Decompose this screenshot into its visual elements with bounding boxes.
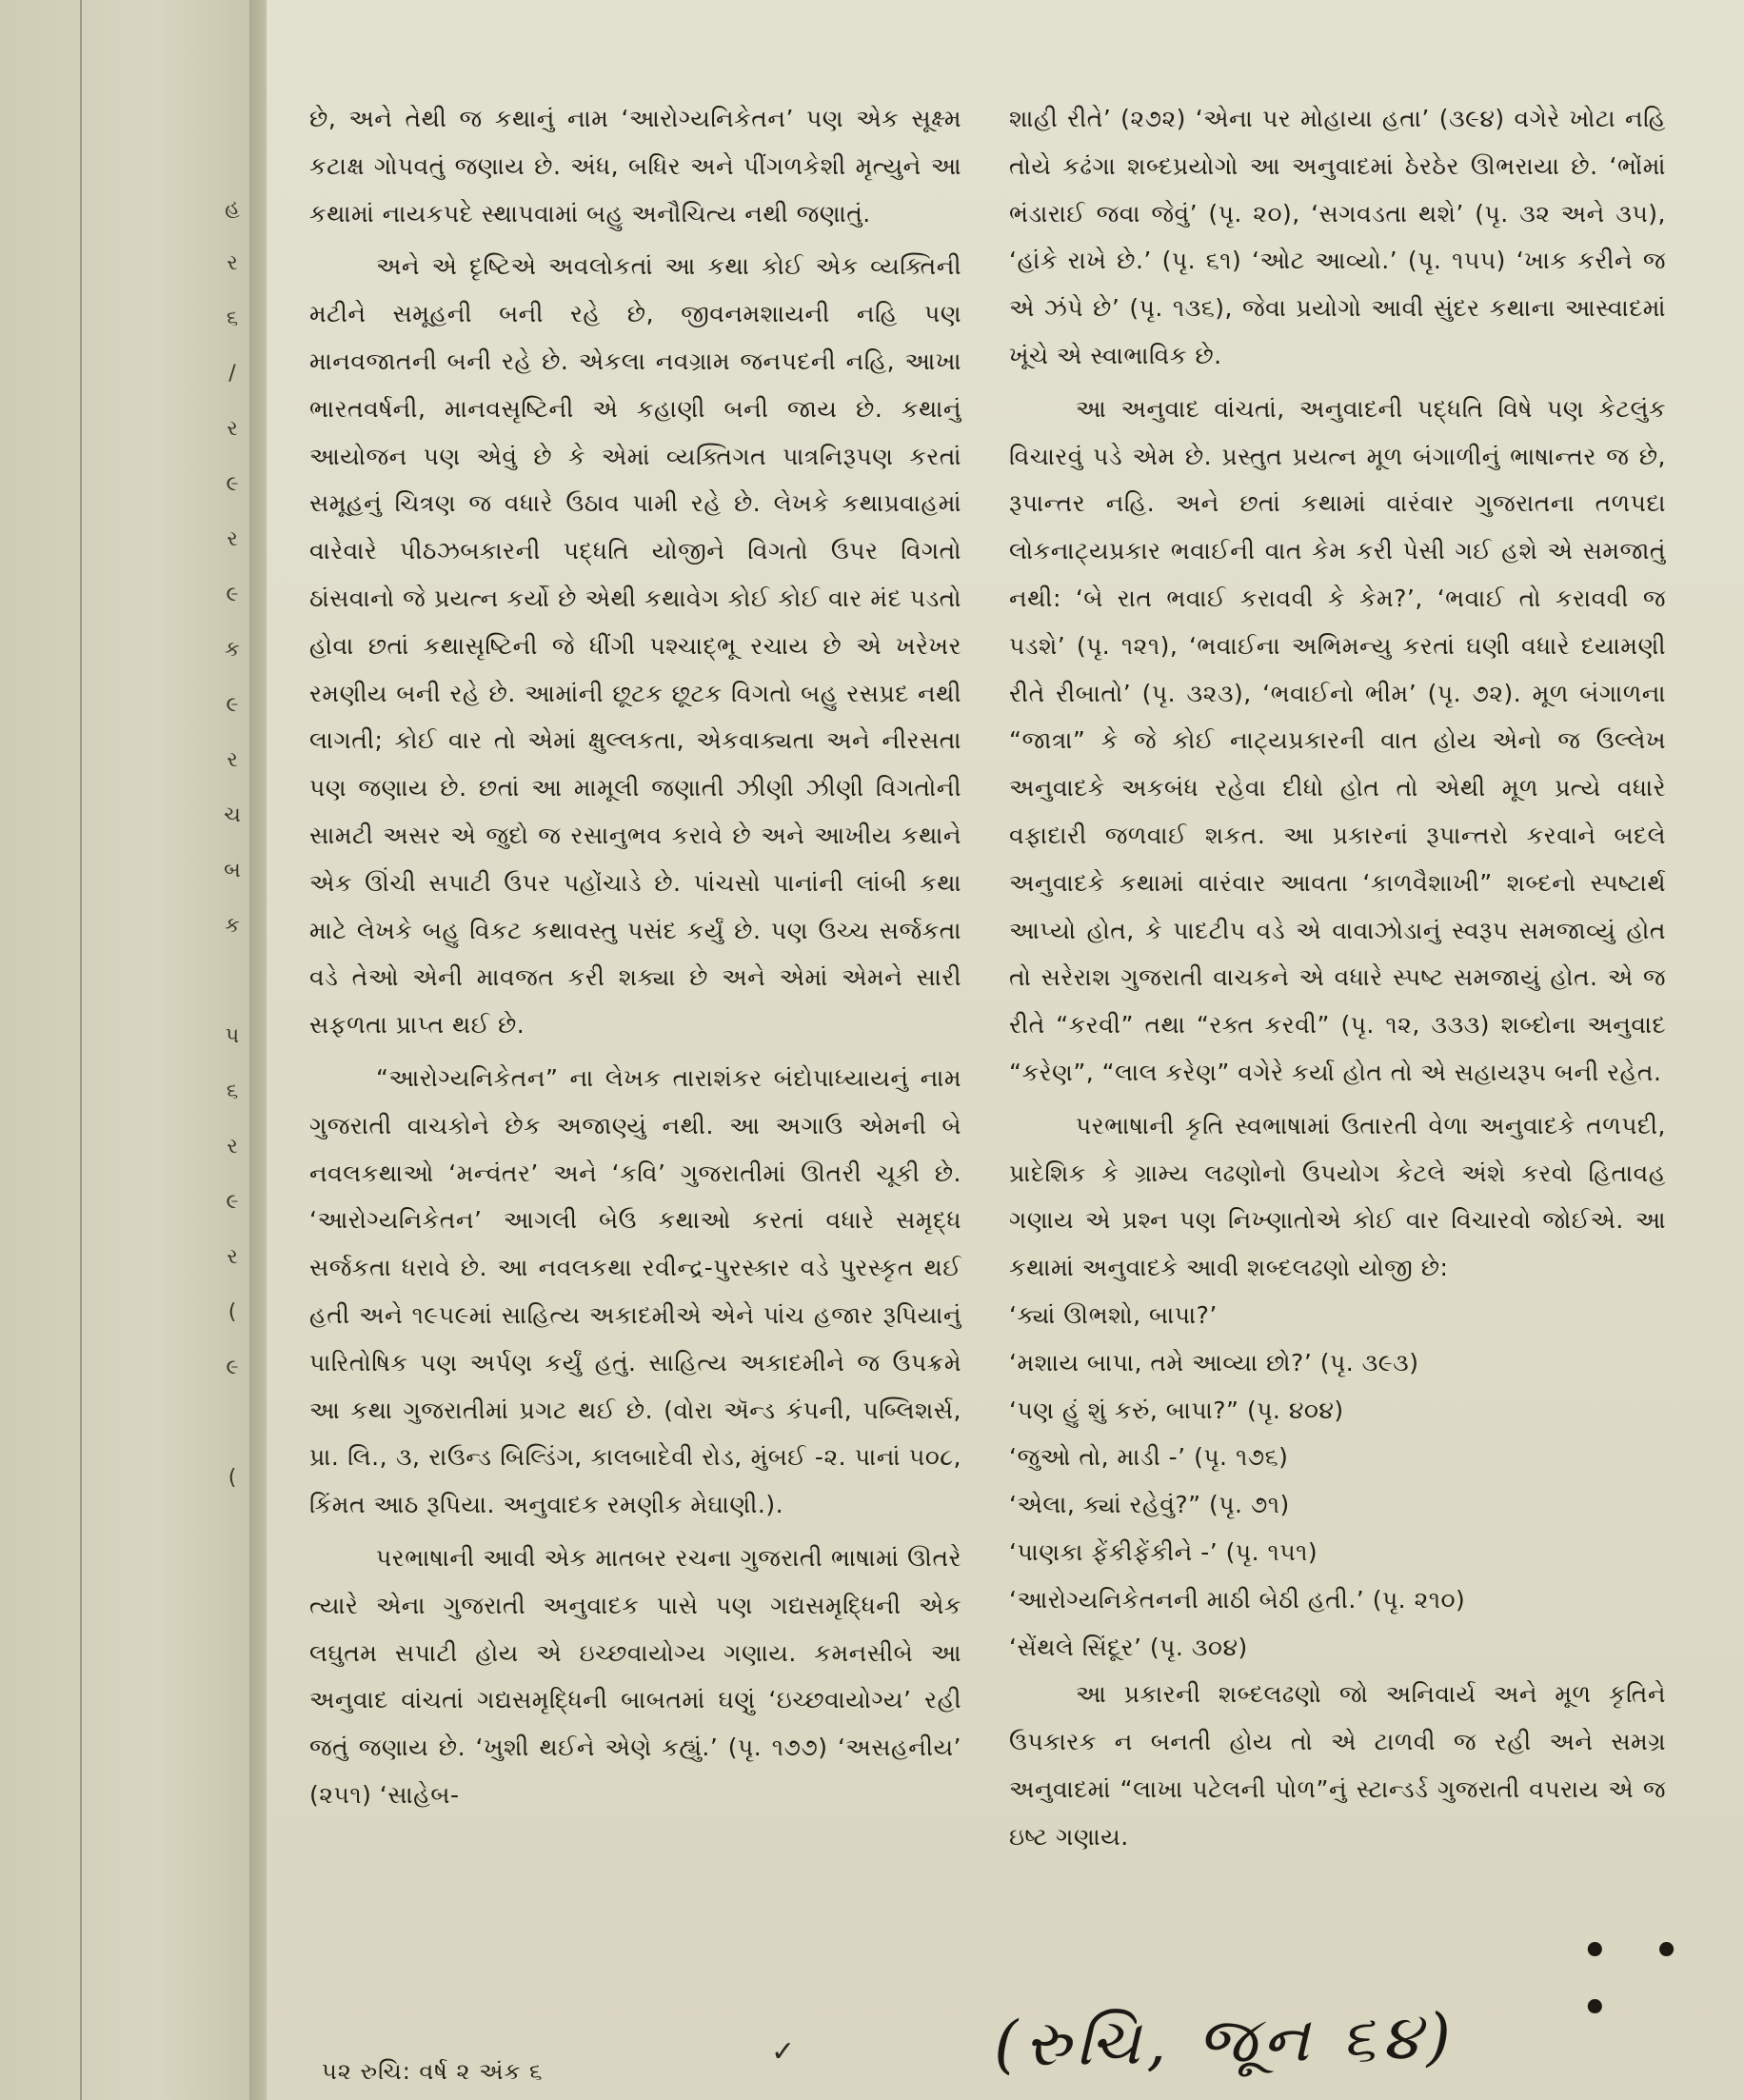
left-text-column bbox=[309, 95, 961, 1819]
left-paragraph: પરભાષાની આવી એક માતબર રચના ગુજરાતી ભાષામાં ઊતરે ત્યારે એના ગુજરાતી અનુવાદક પાસે પણ ગદ્યસમૃદ્ધિની એક લઘુતમ સપાટી હોય એ ઇચ્છવાયોગ્ય ગણાય. કમનસીબે આ અનુવાદ વાંચતાં ગદ્યસમૃદ્ધિની બાબતમાં ઘણું ‘ઇચ્છવાયોગ્ય’ રહી જતું જણાય છે. ‘ખુશી થઈને એણે કહ્યું.’ (પૃ. ૧૭૭) ‘અસહનીય’ (૨૫૧) ‘સાહેબ- bbox=[309, 1543, 961, 1809]
quote-line: ‘ક્યાં ઊભશો, બાપા?’ bbox=[1009, 1300, 1218, 1329]
right-paragraph: શાહી રીતે’ (૨૭૨) ‘એના પર મોહાયા હતા’ (૩૯૪) વગેરે ખોટા નહિ તોયે કઢંગા શબ્દપ્રયોગો આ અનુવાદમાં ઠેરઠેર ઊભરાયા છે. ‘ભોંમાં ભંડારાઈ જવા જેવું’ (પૃ. ૨૦), ‘સગવડતા થશે’ (પૃ. ૩૨ અને ૩૫), ‘હાંકે રાખે છે.’ (પૃ. ૬૧) ‘ઓટ આવ્યો.’ (પૃ. ૧૫૫) ‘ખાક કરીને જ એ ઝંપે છે’ (પૃ. ૧૩૬), જેવા પ્રયોગો આવી સુંદર કથાના આસ્વાદમાં ખૂંચે એ સ્વાભાવિક છે. bbox=[1009, 105, 1666, 369]
margin-char: ક bbox=[225, 914, 240, 938]
quote-line: ‘એલા, ક્યાં રહેવું?” (પૃ. ૭૧) bbox=[1009, 1491, 1290, 1519]
margin-char: ર bbox=[227, 417, 238, 441]
margin-char bbox=[213, 1616, 251, 1672]
margin-char bbox=[213, 954, 251, 1009]
quote-line: ‘આરોગ્યનિકેતનની માઠી બેઠી હતી.’ (પૃ. ૨૧૦) bbox=[1009, 1585, 1466, 1614]
margin-char: ર bbox=[227, 1135, 238, 1159]
closing-paragraph: આ પ્રકારની શબ્દલઢણો જો અનિવાર્ય અને મૂળ કૃતિને ઉપકારક ન બનતી હોય તો એ ટાળવી જ રહી અને સમગ્ર અનુવાદમાં “લાખા પટેલની પોળ”નું સ્ટાન્ડર્ડ ગુજરાતી વપરાય એ જ ઇષ્ટ ગણાય. bbox=[1009, 1680, 1666, 1851]
quote-line: ‘જુઓ તો, માડી -’ (પૃ. ૧૭૬) bbox=[1009, 1443, 1289, 1472]
margin-character-list bbox=[213, 181, 251, 1727]
margin-char: ( bbox=[228, 1300, 237, 1324]
margin-char: ચ bbox=[224, 803, 241, 827]
margin-char: પ bbox=[225, 1024, 240, 1048]
right-paragraphs bbox=[1009, 95, 1666, 1292]
margin-char: ( bbox=[228, 1466, 237, 1490]
margin-char: ૯ bbox=[226, 583, 239, 606]
margin-char: ર bbox=[227, 1245, 238, 1269]
margin-char: ક bbox=[225, 638, 240, 662]
page-footer: ૫૨ રુચિ: વર્ષ ૨ અંક ૬ bbox=[322, 2058, 544, 2085]
margin-char: ૯ bbox=[226, 472, 239, 496]
margin-char: ૯ bbox=[226, 1356, 239, 1379]
handwritten-citation: (રુચિ, જૂન ૬૪) bbox=[993, 1999, 1457, 2082]
left-paragraph: અને એ દૃષ્ટિએ અવલોકતાં આ કથા કોઈ એક વ્યક્તિની મટીને સમૂહની બની રહે છે, જીવનમશાયની નહિ પણ માનવજાતની બની રહે છે. એકલા નવગ્રામ જનપદની નહિ, આખા ભારતવર્ષની, માનવસૃષ્ટિની એ કહાણી બની જાય છે. કથાનું આયોજન પણ એવું છે કે એમાં વ્યક્તિગત પાત્રનિરૂપણ કરતાં સમૂહનું ચિત્રણ જ વધારે ઉઠાવ પામી રહે છે. લેખકે કથાપ્રવાહમાં વારેવારે પીઠઝબકારની પદ્ધતિ યોજીને વિગતો ઉપર વિગતો ઠાંસવાનો જે પ્રયત્ન કર્યો છે એથી કથાવેગ કોઈ કોઈ વાર મંદ પડતો હોવા છતાં કથાસૃષ્ટિની જે ધીંગી પશ્ચાદ્‌ભૂ રચાય છે એ ખરેખર રમણીય બની રહે છે. આમાંની છૂટક છૂટક વિગતો બહુ રસપ્રદ નથી લાગતી; કોઈ વાર તો એમાં ક્ષુલ્લકતા, એકવાક્યતા અને નીરસતા પણ જણાય છે. છતાં આ મામૂલી જણાતી ઝીણી ઝીણી વિગતોની સામટી અસર એ જુદો જ રસાનુભવ કરાવે છે અને આખીય કથાને એક ઊંચી સપાટી ઉપર પહોંચાડે છે. પાંચસો પાનાંની લાંબી કથા માટે લેખકે બહુ વિકટ કથાવસ્તુ પસંદ કર્યું છે. પણ ઉચ્ચ સર્જકતા વડે તેઓ એની માવજત કરી શક્યા છે અને એમાં એમને સારી સફળતા પ્રાપ્ત થઈ છે. bbox=[309, 252, 961, 1040]
quote-line: ‘પાણકા ફેંકીફેંકીને -’ (પૃ. ૧૫૧) bbox=[1009, 1537, 1318, 1566]
tick-mark: ✓ bbox=[771, 2035, 796, 2069]
margin-char: હ bbox=[225, 196, 240, 220]
left-paragraph: છે, અને તેથી જ કથાનું નામ ‘આરોગ્યનિકેતન’ પણ એક સૂક્ષ્મ કટાક્ષ ગોપવતું જણાય છે. અંધ, બધિર અને પીંગળકેશી મૃત્યુને આ કથામાં નાયકપદે સ્થાપવામાં બહુ અનૌચિત્ય નથી જણાતું. bbox=[309, 105, 961, 228]
margin-char: ૯ bbox=[226, 1190, 239, 1214]
quote-line: ‘સેંથલે સિંદૂર’ (પૃ. ૩૦૪) bbox=[1009, 1633, 1248, 1661]
quote-line: ‘પણ હું શું કરું, બાપા?” (પૃ. ૪૦૪) bbox=[1009, 1396, 1344, 1424]
margin-char bbox=[213, 1506, 251, 1561]
left-paragraph: “આરોગ્યનિકેતન” ના લેખક તારાશંકર બંદોપાધ્યાયનું નામ ગુજરાતી વાચકોને છેક અજાણ્યું નથી. આ અગાઉ એમની બે નવલકથાઓ ‘મન્વંતર’ અને ‘કવિ’ ગુજરાતીમાં ઊતરી ચૂકી છે. ‘આરોગ્યનિકેતન’ આગલી બેઉ કથાઓ કરતાં વધારે સમૃદ્ધ સર્જકતા ધરાવે છે. આ નવલકથા રવીન્દ્ર-પુરસ્કાર વડે પુરસ્કૃત થઈ હતી અને ૧૯૫૯માં સાહિત્ય અકાદમીએ એને પાંચ હજાર રૂપિયાનું પારિતોષિક પણ અર્પણ કર્યું હતું. સાહિત્ય અકાદમીને જ ઉપક્રમે આ કથા ગુજરાતીમાં પ્રગટ થઈ છે. (વોરા ઍન્ડ કંપની, પબ્લિશર્સ, પ્રા. લિ., ૩, રાઉન્ડ બિલ્ડિંગ, કાલબાદેવી રોડ, મુંબઈ -૨. પાનાં ૫૦૮, કિંમત આઠ રૂપિયા. અનુવાદક રમણીક મેઘાણી.). bbox=[309, 1063, 961, 1519]
margin-char bbox=[213, 1396, 251, 1451]
quote-line: ‘મશાય બાપા, તમે આવ્યા છો?’ (પૃ. ૩૯૩) bbox=[1009, 1348, 1419, 1377]
margin-char bbox=[213, 1561, 251, 1616]
end-mark: • • • bbox=[1580, 1923, 1694, 2037]
margin-char: ર bbox=[227, 251, 238, 275]
margin-char: બ bbox=[224, 859, 241, 882]
right-paragraph: પરભાષાની કૃતિ સ્વભાષામાં ઉતારતી વેળા અનુવાદકે તળપદી, પ્રાદેશિક કે ગ્રામ્ય લઢણોનો ઉપયોગ કેટલે અંશે કરવો હિતાવહ ગણાય એ પ્રશ્ન પણ નિખ્ણાતોએ કોઈ વાર વિચારવો જોઈએ. આ કથામાં અનુવાદકે આવી શબ્દલઢણો યોજી છે: bbox=[1009, 1111, 1666, 1282]
binding-shadow bbox=[249, 0, 268, 2100]
margin-char: / bbox=[228, 362, 236, 386]
margin-char: ૬ bbox=[226, 307, 239, 330]
margin-char: ર bbox=[227, 748, 238, 772]
quote-list bbox=[1009, 1292, 1666, 1671]
page-fold-line bbox=[80, 0, 82, 2100]
margin-char bbox=[213, 1672, 251, 1727]
margin-char: ૯ bbox=[226, 693, 239, 717]
right-text-column bbox=[1009, 95, 1666, 1860]
margin-char: ૬ bbox=[226, 1080, 239, 1103]
right-paragraph: આ અનુવાદ વાંચતાં, અનુવાદની પદ્ધતિ વિષે પણ કેટલુંક વિચારવું પડે એમ છે. પ્રસ્તુત પ્રયત્ન મૂળ બંગાળીનું ભાષાન્તર જ છે, રૂપાન્તર નહિ. અને છતાં કથામાં વારંવાર ગુજરાતના તળપદા લોકનાટ્યપ્રકાર ભવાઈની વાત કેમ કરી પેસી ગઈ હશે એ સમજાતું નથી: ‘બે રાત ભવાઈ કરાવવી કે કેમ?’, ‘ભવાઈ તો કરાવવી જ પડશે’ (પૃ. ૧૨૧), ‘ભવાઈના અભિમન્યુ કરતાં ઘણી વધારે દયામણી રીતે રીબાતો’ (પૃ. ૩૨૩), ‘ભવાઈનો ભીમ’ (પૃ. ૭૨). મૂળ બંગાળના “જાત્રા” કે જે કોઈ નાટ્યપ્રકારની વાત હોય એનો જ ઉલ્લેખ અનુવાદકે અકબંધ રહેવા દીધો હોત તો એથી મૂળ પ્રત્યે વધારે વફાદારી જળવાઈ શકત. આ પ્રકારનાં રૂપાન્તરો કરવાને બદલે અનુવાદકે કથામાં વારંવાર આવતા ‘કાળવૈશાખી” શબ્દનો સ્પષ્ટાર્થ આપ્યો હોત, કે પાદટીપ વડે એ વાવાઝોડાનું સ્વરૂપ સમજાવ્યું હોત તો સરેરાશ ગુજરાતી વાચકને એ વધારે સ્પષ્ટ સમજાયું હોત. એ જ રીતે “કરવી” તથા “રક્ત કરવી” (પૃ. ૧૨, ૩૩૩) શબ્દોના અનુવાદ “કરેણ”, “લાલ કરેણ” વગેરે કર્યા હોત તો એ સહાયરૂપ બની રહેત. bbox=[1009, 394, 1666, 1086]
margin-char: ર bbox=[227, 527, 238, 551]
